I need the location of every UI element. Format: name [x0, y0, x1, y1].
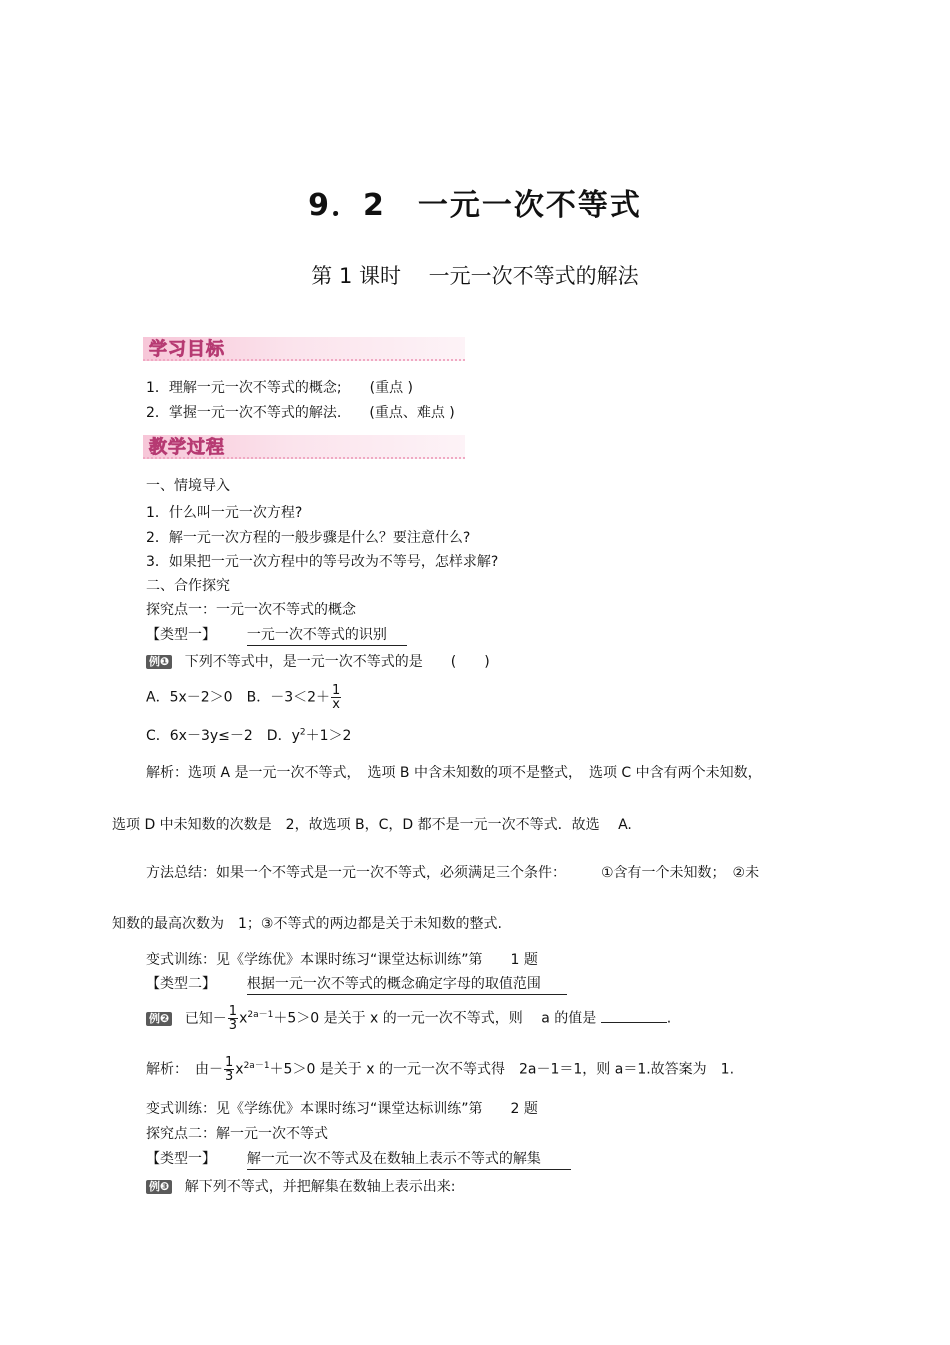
analysis-1-line-2: 选项 D 中未知数的次数是 2，故选项 B，C，D 都不是一元一次不等式．故选 A.	[112, 817, 632, 833]
example-2-end: .	[666, 1010, 672, 1027]
process-banner-label: 教学过程	[149, 437, 225, 458]
option-c-d: C．6x－3y≤－2 D．y	[146, 728, 300, 744]
type2-row	[146, 973, 567, 993]
example-1-tag: 例❶	[146, 655, 172, 669]
analysis-2-prefix: 解析： 由－	[146, 1061, 223, 1078]
analysis-1-line-1: 解析：选项 A 是一元一次不等式， 选项 B 中含未知数的项不是整式， 选项 C 中含有两个未知数，	[146, 765, 762, 781]
goals-banner-label: 学习目标	[149, 339, 225, 360]
type3-title: 解一元一次不等式及在数轴上表示不等式的解集	[247, 1151, 571, 1170]
goal-item-1: 1．理解一元一次不等式的概念; (重点 )	[146, 380, 413, 396]
option-b-denominator: x	[332, 697, 340, 712]
analysis-2-fraction	[224, 1056, 234, 1083]
example-2-fraction	[228, 1005, 238, 1032]
goals-banner	[143, 337, 465, 361]
example-2-denominator: 3	[228, 1018, 238, 1033]
method-line-2: 知数的最高次数为 1；③不等式的两边都是关于未知数的整式.	[112, 916, 502, 932]
example-1-text: 下列不等式中，是一元一次不等式的是 ( )	[184, 654, 490, 670]
analysis-2	[146, 1056, 734, 1083]
example-3-text: 解下列不等式，并把解集在数轴上表示出来:	[184, 1179, 456, 1195]
intro-heading: 一、情境导入	[146, 478, 230, 494]
option-d-tail: ＋1＞2	[305, 728, 352, 744]
analysis-2-text: ＋5＞0 是关于 x 的一元一次不等式得 2a－1＝1，则 a＝1.故答案为 1.	[269, 1061, 735, 1078]
analysis-2-numerator: 1	[225, 1055, 234, 1070]
type1-title: 一元一次不等式的识别	[247, 627, 407, 646]
process-banner	[143, 435, 465, 459]
example-3-tag: 例❸	[146, 1180, 172, 1194]
analysis-2-denominator: 3	[225, 1069, 234, 1084]
analysis-2-var: x	[235, 1061, 244, 1078]
type3-row	[146, 1148, 571, 1168]
option-d-exponent: 2	[299, 727, 306, 738]
type1-row	[146, 624, 407, 644]
intro-question-1: 1．什么叫一元一次方程?	[146, 505, 303, 521]
options-cd	[146, 725, 351, 745]
type2-title: 根据一元一次不等式的概念确定字母的取值范围	[247, 976, 567, 995]
type3-label: 【类型一】	[146, 1151, 216, 1167]
option-b-numerator: 1	[332, 683, 341, 698]
page-title: 9．2 一元一次不等式	[308, 188, 642, 223]
option-a-b: A．5x－2＞0 B．－3＜2＋	[146, 689, 331, 706]
goal-item-2: 2．掌握一元一次不等式的解法. (重点、难点 )	[146, 405, 455, 421]
example-2-tag: 例❷	[146, 1012, 172, 1026]
intro-question-2: 2．解一元一次方程的一般步骤是什么？要注意什么?	[146, 530, 471, 546]
type1-label: 【类型一】	[146, 627, 216, 643]
example-2-text: ＋5＞0 是关于 x 的一元一次不等式，则 a 的值是	[273, 1010, 597, 1027]
type2-label: 【类型二】	[146, 976, 216, 992]
option-b-fraction	[331, 684, 341, 711]
lesson-subtitle: 第 1 课时 一元一次不等式的解法	[311, 264, 639, 288]
explore-heading: 二、合作探究	[146, 578, 230, 594]
intro-question-3: 3．如果把一元一次方程中的等号改为不等号，怎样求解?	[146, 554, 499, 570]
practice-2: 变式训练：见《学练优》本课时练习“课堂达标训练”第 2 题	[146, 1101, 538, 1117]
example-2	[146, 1005, 671, 1032]
example-2-exponent: 2a－1	[247, 1009, 274, 1020]
example-2-answer-blank	[601, 1022, 667, 1023]
analysis-2-exponent: 2a－1	[243, 1060, 270, 1071]
options-ab	[146, 684, 342, 711]
example-3	[146, 1176, 456, 1196]
explore-point-1: 探究点一：一元一次不等式的概念	[146, 602, 356, 618]
example-2-numerator: 1	[228, 1004, 238, 1019]
example-2-var: x	[239, 1010, 248, 1027]
practice-1: 变式训练：见《学练优》本课时练习“课堂达标训练”第 1 题	[146, 952, 538, 968]
example-2-prefix: 已知－	[184, 1010, 227, 1027]
explore-point-2: 探究点二：解一元一次不等式	[146, 1126, 328, 1142]
method-line-1: 方法总结：如果一个不等式是一元一次不等式，必须满足三个条件： ①含有一个未知数； ②未	[146, 865, 760, 881]
example-1	[146, 651, 490, 671]
